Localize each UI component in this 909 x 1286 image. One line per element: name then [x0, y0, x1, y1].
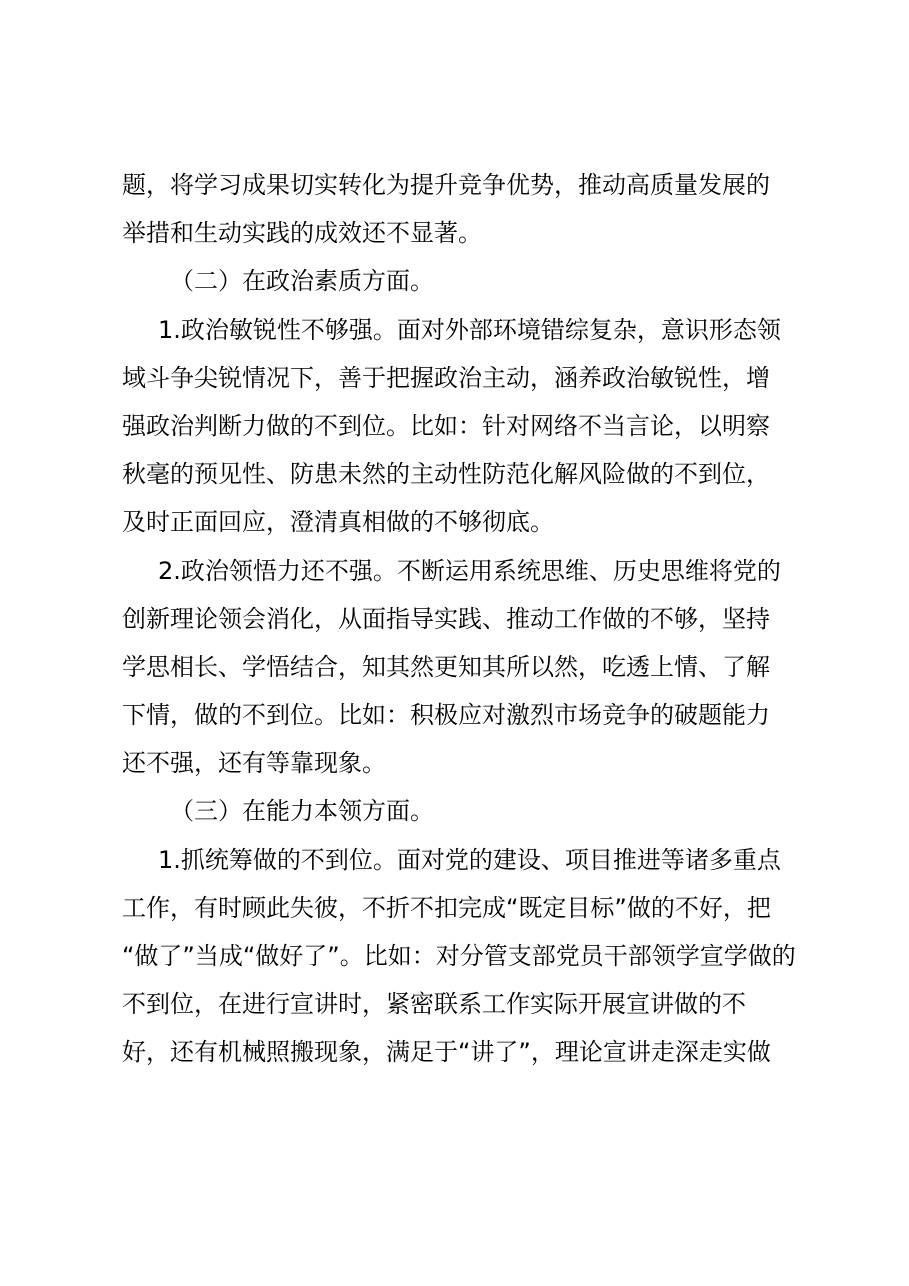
paragraph-first-line: 1.抓统筹做的不到位。面对党的建设、项目推进等诸多重点: [158, 845, 781, 874]
section-heading: （二）在政治素质方面。: [170, 267, 434, 296]
body-line: 不到位，在进行宣讲时，紧密联系工作实际开展宣讲做的不: [122, 990, 746, 1019]
body-line: 好，还有机械照搬现象，满足于“讲了”，理论宣讲走深走实做: [122, 1038, 771, 1067]
body-line: 域斗争尖锐情况下，善于把握政治主动，涵养政治敏锐性，增: [122, 363, 770, 392]
body-line: 工作，有时顾此失彼，不折不扣完成“既定目标”做的不好，把: [122, 893, 771, 922]
body-line: 秋毫的预见性、防患未然的主动性防范化解风险做的不到位，: [122, 460, 770, 489]
paragraph-first-line: 2.政治领悟力还不强。不断运用系统思维、历史思维将党的: [158, 556, 781, 585]
body-line: 及时正面回应，澄清真相做的不够彻底。: [122, 508, 554, 537]
body-line: 创新理论领会消化，从面指导实践、推动工作做的不够，坚持: [122, 604, 770, 633]
body-line: 学思相长、学悟结合，知其然更知其所以然，吃透上情、了解: [122, 652, 770, 681]
body-line: 下情，做的不到位。比如：积极应对激烈市场竞争的破题能力: [122, 701, 770, 730]
body-line: 强政治判断力做的不到位。比如：针对网络不当言论，以明察: [122, 411, 770, 440]
paragraph-first-line: 1.政治敏锐性不够强。面对外部环境错综复杂，意识形态领: [158, 315, 781, 344]
body-line: “做了”当成“做好了”。比如：对分管支部党员干部领学宣学做的: [122, 942, 796, 970]
document-body: [122, 161, 802, 1077]
body-line: 还不强，还有等靠现象。: [122, 749, 386, 778]
body-line: 举措和生动实践的成效还不显著。: [122, 219, 482, 248]
body-line: 题，将学习成果切实转化为提升竞争优势，推动高质量发展的: [122, 171, 770, 199]
section-heading: （三）在能力本领方面。: [170, 797, 434, 826]
